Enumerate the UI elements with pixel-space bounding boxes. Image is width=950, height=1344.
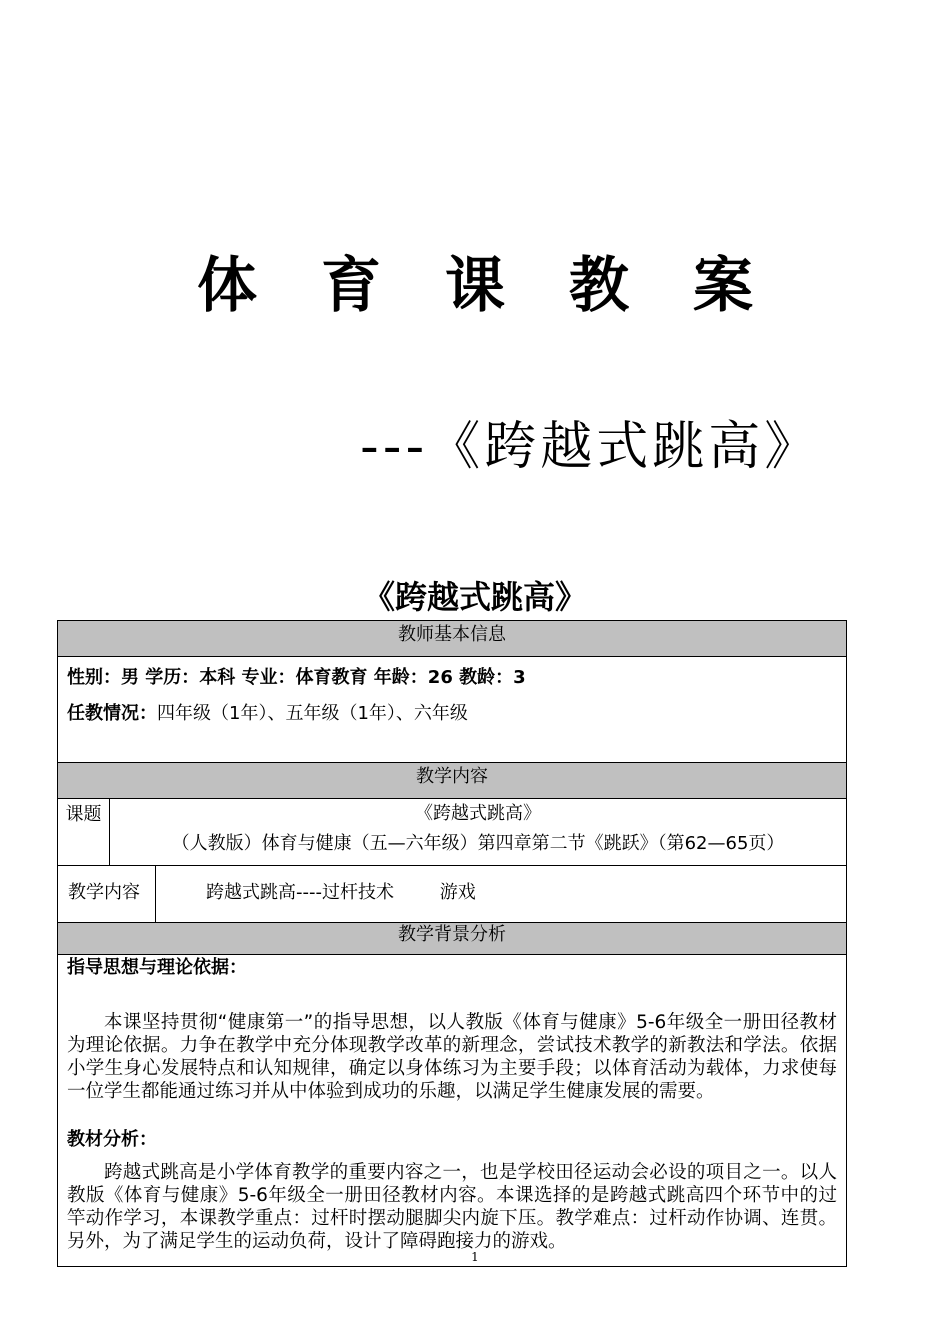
content-value: 跨越式跳高----过杆技术 游戏 — [206, 882, 476, 903]
teaching-experience-line — [67, 701, 837, 737]
topic-source: （人教版）体育与健康（五—六年级）第四章第二节《跳跃》（第62—65页） — [171, 833, 785, 854]
teaching-experience-value: 四年级（1年）、五年级（1年）、六年级 — [157, 703, 468, 724]
teaching-experience-label: 任教情况： — [67, 703, 157, 724]
subtitle: ---《跨越式跳高》 — [360, 417, 821, 477]
topic-body — [110, 799, 846, 865]
teacher-basic-line: 性别：男 学历：本科 专业：体育教育 年龄：26 教龄：3 — [67, 667, 526, 688]
content-label: 教学内容 — [58, 866, 156, 922]
background-header: 教学背景分析 — [58, 923, 846, 955]
material-heading: 教材分析： — [67, 1129, 157, 1150]
teaching-content-header: 教学内容 — [58, 763, 846, 799]
guiding-heading: 指导思想与理论依据： — [67, 957, 247, 978]
topic-title: 《跨越式跳高》 — [415, 803, 541, 824]
topic-row — [58, 799, 846, 866]
page-number: 1 — [471, 1250, 479, 1264]
teacher-info-row — [58, 657, 846, 763]
topic-label: 课题 — [58, 799, 110, 865]
background-body — [58, 955, 846, 1266]
lesson-plan-table — [57, 620, 847, 1267]
main-title: 体育课教案 — [197, 251, 817, 321]
table-title: 《跨越式跳高》 — [362, 578, 587, 616]
teacher-info-header: 教师基本信息 — [58, 621, 846, 657]
guiding-text: 本课坚持贯彻“健康第一”的指导思想，以人教版《体育与健康》5-6年级全一册田径教材为理论依据。力争在教学中充分体现教学改革的新理念，尝试技术教学的新教法和学法。依据小学生身心发展特点和认知规律，确定以身体练习为主要手段；以体育活动为载体，力求使每一位学生都能通过练习并从中体验到成功的乐趣，以满足学生健康发展的需要。 — [67, 1012, 837, 1102]
material-text: 跨越式跳高是小学体育教学的重要内容之一，也是学校田径运动会必设的项目之一。以人教版《体育与健康》5-6年级全一册田径教材内容。本课选择的是跨越式跳高四个环节中的过竿动作学习，本课教学重点：过杆时摆动腿脚尖内旋下压。教学难点：过杆动作协调、连贯。另外，为了满足学生的运动负荷，设计了障碍跑接力的游戏。 — [67, 1162, 837, 1252]
content-row — [58, 866, 846, 923]
